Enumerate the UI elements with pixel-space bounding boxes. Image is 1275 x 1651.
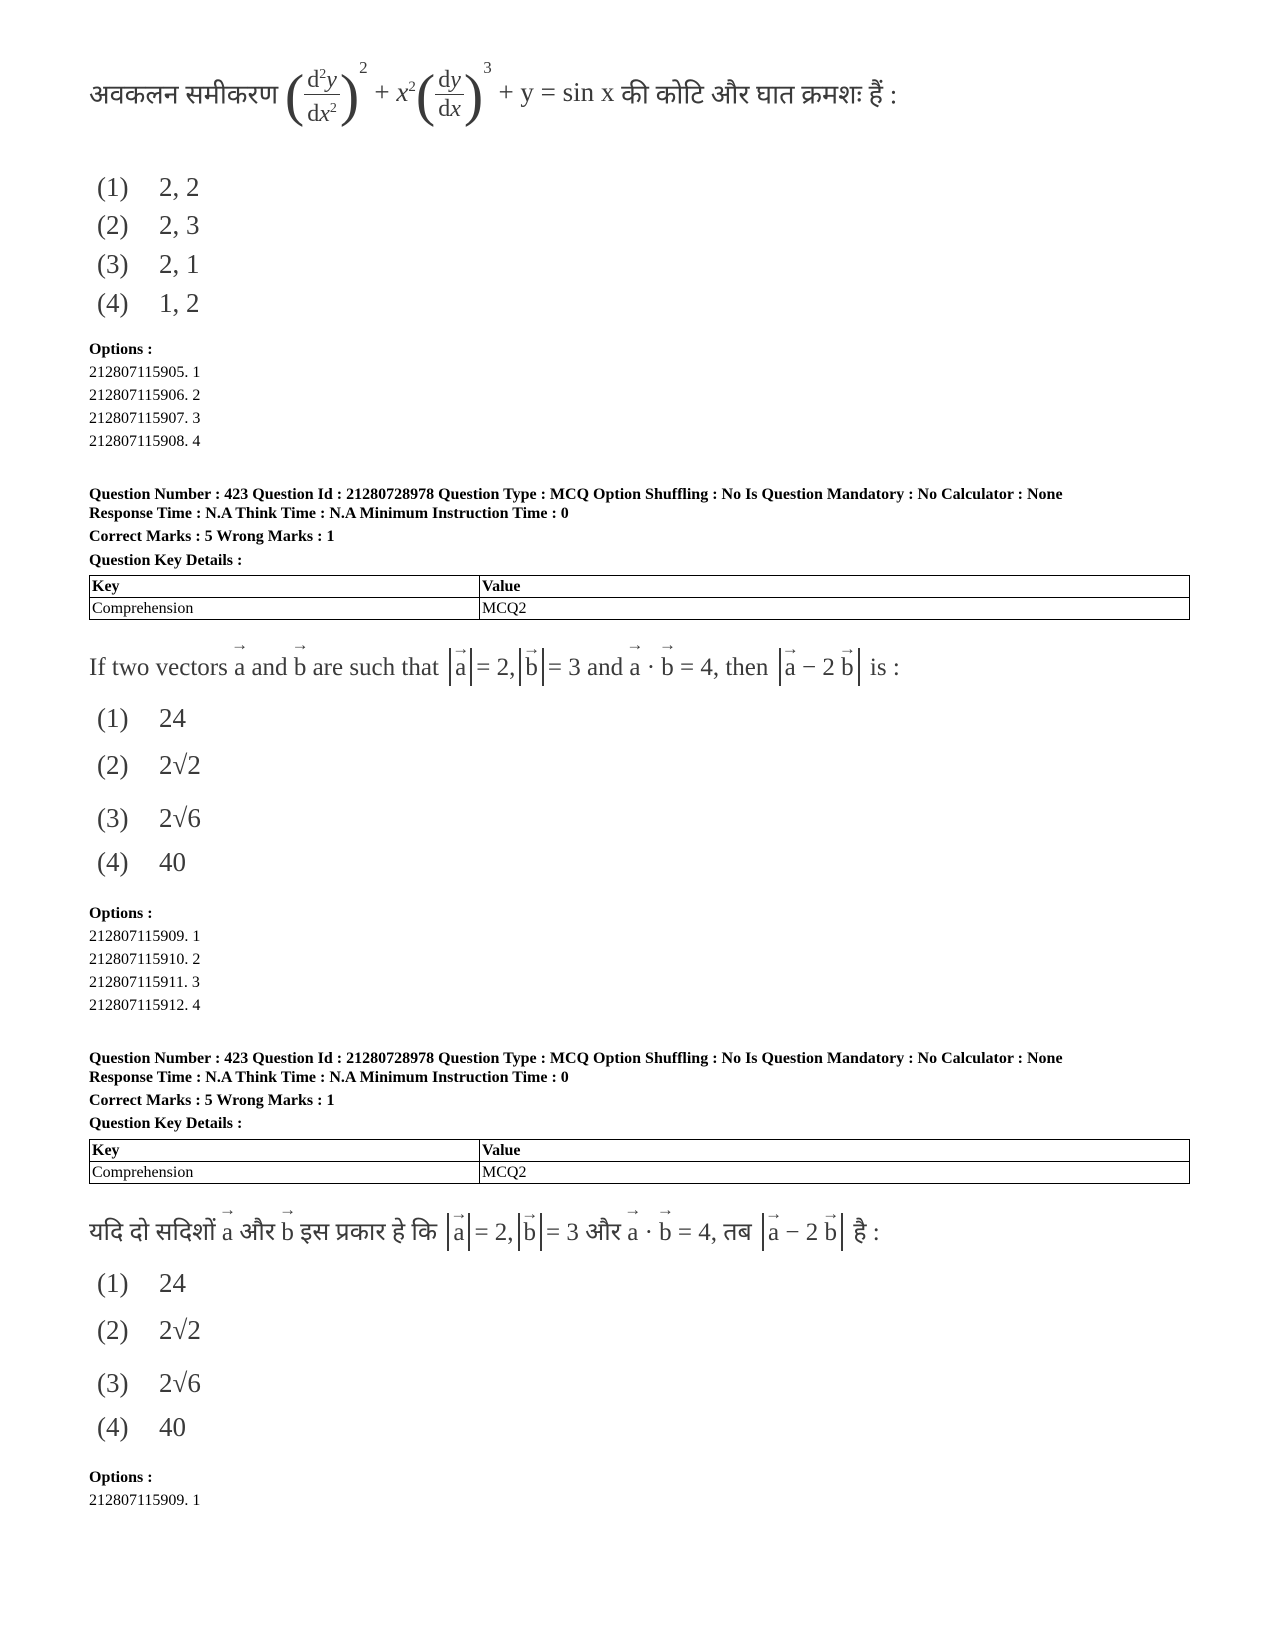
table-cell-value: MCQ2 bbox=[480, 598, 1190, 620]
q2-option-2: (2) 2√2 bbox=[97, 750, 201, 780]
q2-option-id-3: 212807115911. 3 bbox=[89, 974, 200, 991]
q2-meta-line2: Response Time : N.A Think Time : N.A Minimum Instruction Time : 0 bbox=[89, 505, 569, 522]
table-cell-key: Comprehension bbox=[90, 1162, 480, 1184]
q2-option-id-2: 212807115910. 2 bbox=[89, 951, 201, 968]
q3-text-f: = 4, तब bbox=[677, 1219, 752, 1246]
q3-option-1: (1) 24 bbox=[97, 1268, 186, 1298]
q3-meta-line2: Response Time : N.A Think Time : N.A Minimum Instruction Time : 0 bbox=[89, 1069, 569, 1086]
q3-options-label: Options : bbox=[89, 1469, 153, 1486]
q3-question-image: यदि दो सदिशों → a और → b इस प्रकार हे कि → a = 2,→ b = 3 और → a · → b = 4, तब → a − 2 → b है : bbox=[89, 1213, 880, 1251]
q2-option-1: (1) 24 bbox=[97, 703, 186, 733]
table-cell-value: MCQ2 bbox=[480, 1162, 1190, 1184]
q3-option-4: (4) 40 bbox=[97, 1412, 186, 1442]
q1-options-label: Options : bbox=[89, 341, 153, 358]
q1-option-4: (4) 1, 2 bbox=[97, 288, 200, 318]
q1-option-id-3: 212807115907. 3 bbox=[89, 410, 201, 427]
q2-marks: Correct Marks : 5 Wrong Marks : 1 bbox=[89, 528, 335, 545]
q2-option-id-1: 212807115909. 1 bbox=[89, 928, 201, 945]
q2-key-details-label: Question Key Details : bbox=[89, 552, 243, 569]
q2-option-id-4: 212807115912. 4 bbox=[89, 997, 201, 1014]
q1-prefix: अवकलन समीकरण bbox=[89, 79, 279, 110]
q3-text-a: यदि दो सदिशों bbox=[89, 1219, 216, 1246]
vector-b: → b bbox=[281, 1219, 294, 1247]
vector-b: → b bbox=[294, 654, 307, 682]
q3-meta-line1: Question Number : 423 Question Id : 21280728978 Question Type : MCQ Option Shuffling : No Is Question Mandatory : No Calculator : None bbox=[89, 1050, 1063, 1067]
q3-key-table bbox=[89, 1139, 1190, 1184]
q2-text-c: are such that bbox=[312, 654, 439, 681]
q2-text-a: If two vectors bbox=[89, 654, 228, 681]
table-row bbox=[90, 1162, 1190, 1184]
q2-options-label: Options : bbox=[89, 905, 153, 922]
q3-marks: Correct Marks : 5 Wrong Marks : 1 bbox=[89, 1092, 335, 1109]
q2-text-f: = 4, then bbox=[680, 654, 769, 681]
q3-text-d: = 2, bbox=[474, 1219, 514, 1246]
table-header-key: Key bbox=[90, 576, 480, 598]
q2-meta-line1: Question Number : 423 Question Id : 21280728978 Question Type : MCQ Option Shuffling : No Is Question Mandatory : No Calculator : None bbox=[89, 486, 1063, 503]
q1-question-image bbox=[89, 58, 897, 128]
table-header-key: Key bbox=[90, 1140, 480, 1162]
q1-option-2: (2) 2, 3 bbox=[97, 210, 200, 240]
q1-equation: ( $\frac{d^2y}{dx^2}$ )$^2 + x^2$( $\frac{dy}{dx}$ )$^3$ + y = sin x bbox=[284, 58, 615, 128]
q2-text-g: is : bbox=[869, 654, 900, 681]
table-header-value: Value bbox=[480, 576, 1190, 598]
q3-option-id-1: 212807115909. 1 bbox=[89, 1492, 201, 1509]
table-row bbox=[90, 598, 1190, 620]
q2-text-d: = 2, bbox=[476, 654, 516, 681]
q1-option-3: (3) 2, 1 bbox=[97, 249, 200, 279]
table-row bbox=[90, 576, 1190, 598]
table-row bbox=[90, 1140, 1190, 1162]
q2-question-image: If two vectors → a and → b are such that → a = 2,→ b = 3 and → a · → b = 4, then → a − 2 → b is : bbox=[89, 648, 900, 686]
q3-text-b: और bbox=[239, 1219, 276, 1246]
q2-text-b: and bbox=[251, 654, 288, 681]
q3-text-c: इस प्रकार हे कि bbox=[300, 1219, 438, 1246]
q1-option-id-2: 212807115906. 2 bbox=[89, 387, 201, 404]
q1-option-1: (1) 2, 2 bbox=[97, 172, 200, 202]
table-header-value: Value bbox=[480, 1140, 1190, 1162]
q2-text-e: = 3 and bbox=[547, 654, 624, 681]
q3-text-g: है : bbox=[853, 1219, 880, 1246]
q3-text-e: = 3 और bbox=[546, 1219, 621, 1246]
q2-option-4: (4) 40 bbox=[97, 847, 186, 877]
table-cell-key: Comprehension bbox=[90, 598, 480, 620]
q3-key-details-label: Question Key Details : bbox=[89, 1115, 243, 1132]
vector-a: → a bbox=[234, 654, 245, 682]
q2-option-3: (3) 2√6 bbox=[97, 803, 201, 833]
q1-suffix: की कोटि और घात क्रमशः हैं : bbox=[621, 79, 898, 110]
q1-eq-tail: + y = sin x bbox=[498, 77, 615, 107]
vector-a: → a bbox=[222, 1219, 233, 1247]
q1-option-id-4: 212807115908. 4 bbox=[89, 433, 201, 450]
q1-option-id-1: 212807115905. 1 bbox=[89, 364, 201, 381]
q3-option-3: (3) 2√6 bbox=[97, 1368, 201, 1398]
q2-key-table bbox=[89, 575, 1190, 620]
q3-option-2: (2) 2√2 bbox=[97, 1315, 201, 1345]
